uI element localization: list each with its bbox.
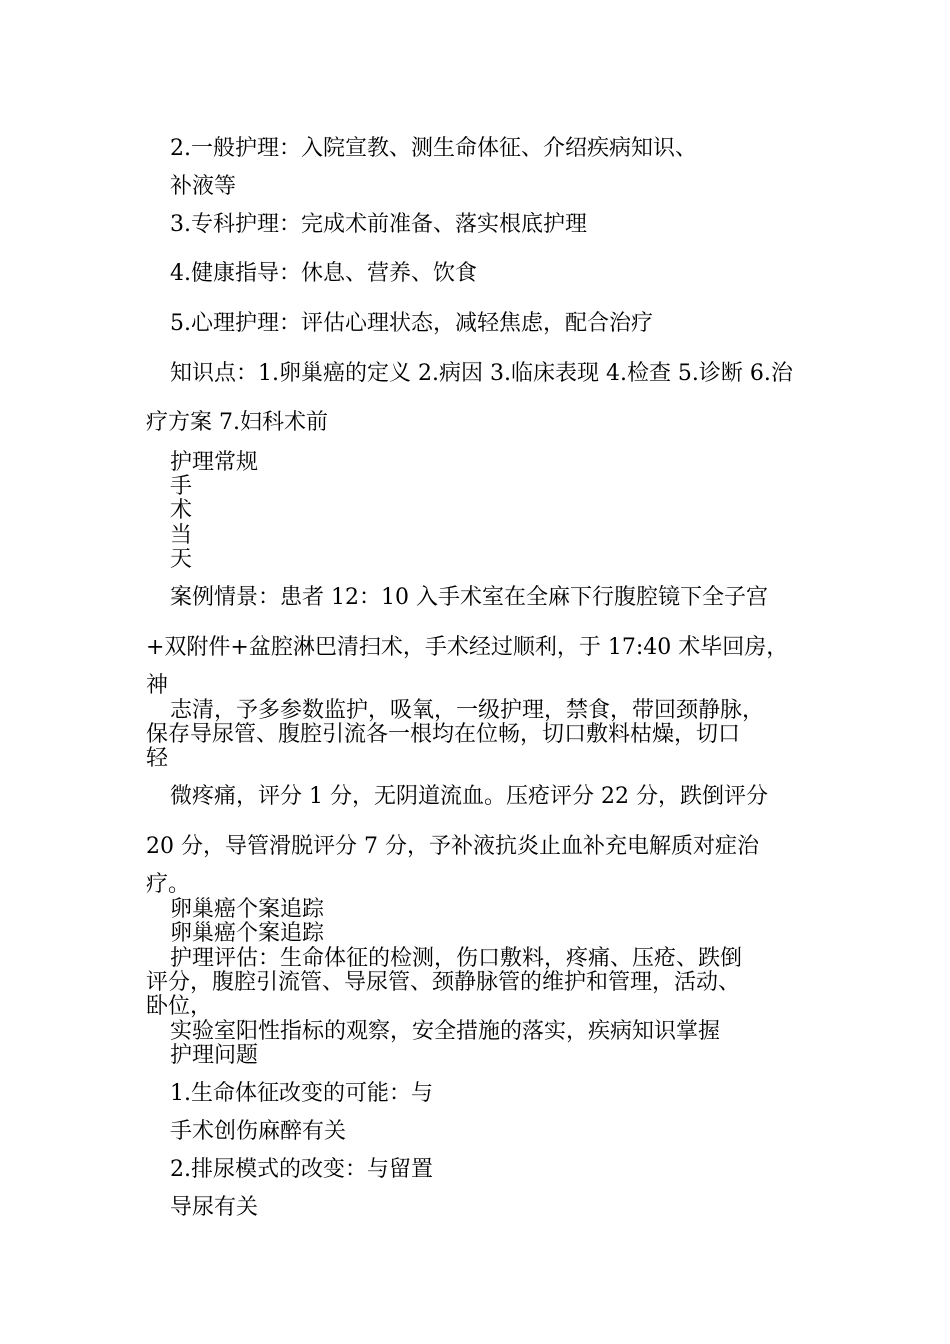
text-line-knowledge-points: 知识点：1.卵巢癌的定义 2.病因 3.临床表现 4.检查 5.诊断 6.治	[170, 361, 793, 386]
text-line-specialty-care: 3.专科护理：完成术前准备、落实根底护理	[170, 212, 587, 237]
text-line-knowledge-points-cont: 疗方案 7.妇科术前	[146, 410, 328, 435]
text-line-problem-1-cont: 手术创伤麻醉有关	[170, 1119, 347, 1144]
text-line-vertical-1: 手	[170, 474, 193, 499]
text-line-problem-1: 1.生命体征改变的可能：与	[170, 1081, 433, 1106]
text-line-case-tracking-1: 卵巢癌个案追踪	[170, 897, 325, 922]
text-line-general-care-cont: 补液等	[170, 174, 237, 199]
text-line-case-scenario-9: 疗。	[146, 872, 191, 897]
text-line-nursing-assessment: 护理评估：生命体征的检测，伤口敷料，疼痛、压疮、跌倒	[170, 946, 743, 971]
text-line-vertical-2: 术	[170, 498, 193, 523]
text-line-problem-2-cont: 导尿有关	[170, 1195, 259, 1220]
text-line-nursing-assessment-3: 卧位，	[146, 994, 213, 1019]
text-line-nursing-problems: 护理问题	[170, 1043, 259, 1068]
text-line-health-guidance: 4.健康指导：休息、营养、饮食	[170, 261, 477, 286]
text-line-case-scenario: 案例情景：患者 12：10 入手术室在全麻下行腹腔镜下全子宫	[170, 585, 768, 610]
text-line-problem-2: 2.排尿模式的改变：与留置	[170, 1157, 433, 1182]
text-line-case-scenario-3: 神	[146, 673, 169, 698]
text-line-nursing-assessment-2: 评分，腹腔引流管、导尿管、颈静脉管的维护和管理，活动、	[146, 970, 741, 995]
text-line-case-scenario-6: 轻	[146, 746, 169, 771]
text-line-case-scenario-7: 微疼痛，评分 1 分，无阴道流血。压疮评分 22 分，跌倒评分	[170, 784, 768, 809]
text-line-nursing-assessment-4: 实验室阳性指标的观察，安全措施的落实，疾病知识掌握	[170, 1019, 721, 1044]
text-line-general-care: 2.一般护理：入院宣教、测生命体征、介绍疾病知识、	[170, 136, 697, 161]
text-line-psychological-care: 5.心理护理：评估心理状态，减轻焦虑，配合治疗	[170, 311, 653, 336]
text-line-case-scenario-4: 志清，予多参数监护，吸氧，一级护理，禁食，带回颈静脉，	[170, 698, 765, 723]
text-line-vertical-3: 当	[170, 523, 193, 548]
text-line-vertical-4: 天	[170, 547, 193, 572]
text-line-nursing-routine: 护理常规	[170, 450, 259, 475]
text-line-case-scenario-2: +双附件+盆腔淋巴清扫术，手术经过顺利，于 17:40 术毕回房，	[146, 635, 789, 660]
text-line-case-scenario-8: 20 分，导管滑脱评分 7 分，予补液抗炎止血补充电解质对症治	[146, 834, 759, 859]
text-line-case-scenario-5: 保存导尿管、腹腔引流各一根均在位畅，切口敷料枯燥，切口	[146, 722, 741, 747]
text-line-case-tracking-2: 卵巢癌个案追踪	[170, 921, 325, 946]
